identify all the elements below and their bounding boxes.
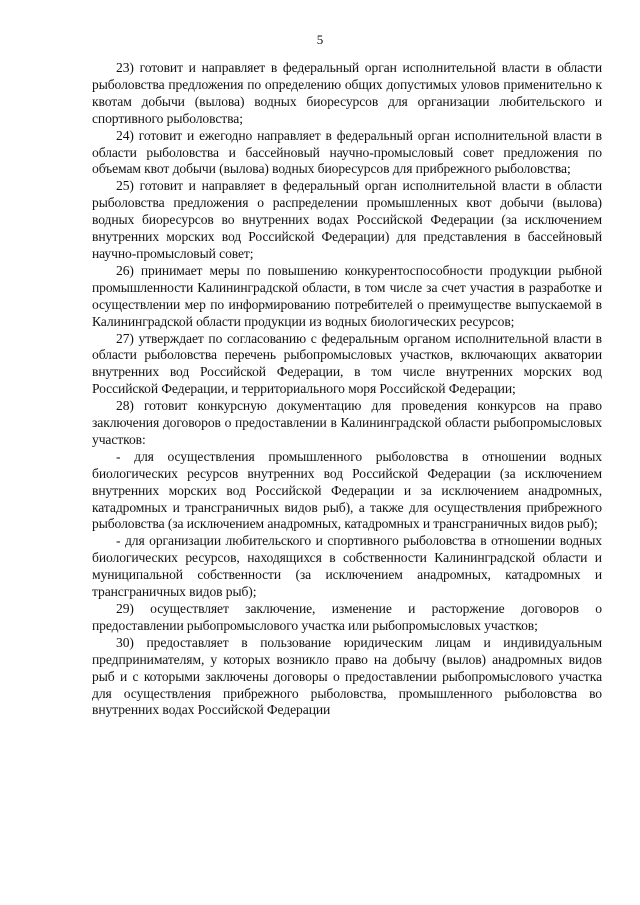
paragraph-item-30: 30) предоставляет в пользование юридическим лицам и индивидуальным предпринимателям, у которых возникло право на добычу (вылов) анадромных видов рыб и с которыми заключены договоры о предоставлении рыбопромыслового участка для осуществления прибрежного рыболовства, промышленного рыболовства во внутренних водах Российской Федерации [92, 634, 602, 718]
paragraph-item-23: 23) готовит и направляет в федеральный орган исполнительной власти в области рыболовства предложения по определению общих допустимых уловов применительно к квотам добычи (вылова) водных биоресурсов для организации любительского и спортивного рыболовства; [92, 60, 602, 126]
paragraph-item-27: 27) утверждает по согласованию с федеральным органом исполнительной власти в области рыболовства перечень рыбопромысловых участков, включающих акватории внутренних вод Российской Федерации, в том числе внутренних морских вод Российской Федерации, и территориального моря Российской Федерации; [92, 330, 602, 397]
paragraph-subitem-amateur-fishing: - для организации любительского и спортивного рыболовства в отношении водных биологических ресурсов, находящихся в собственности Калининградской области и муниципальной собственности (за исключением анадромных, катадромных и трансграничных видов рыб); [92, 533, 602, 600]
paragraph-item-26: 26) принимает меры по повышению конкурентоспособности продукции рыбной промышленности Калининградской области, в том числе за счет участия в разработке и осуществлении мер по информированию потребителей о преимуществе выпускаемой в Калининградской области продукции из водных биологических ресурсов; [92, 262, 602, 329]
page-number: 5 [316, 32, 324, 47]
paragraph-item-25: 25) готовит и направляет в федеральный орган исполнительной власти в области рыболовства предложения о распределении промышленных квот добычи (вылова) водных биоресурсов во внутренних водах Российской Федерации (за исключением внутренних морских вод Российской Федерации) для представления в бассейновый научно-промысловый совет; [92, 178, 602, 261]
paragraph-item-28: 28) готовит конкурсную документацию для проведения конкурсов на право заключения договоров о предоставлении в Калининградской области рыбопромысловых участков: [92, 398, 602, 447]
paragraph-subitem-industrial-fishing: - для осуществления промышленного рыболовства в отношении водных биологических ресурсов внутренних вод Российской Федерации (за исключением внутренних морских вод Российской Федерации и за исключением анадромных, катадромных и трансграничных видов рыб), а также для осуществления прибрежного рыболовства (за исключением анадромных, катадромных и трансграничных видов рыб); [92, 448, 602, 532]
document-body [92, 60, 602, 719]
paragraph-item-29: 29) осуществляет заключение, изменение и расторжение договоров о предоставлении рыбопромыслового участка или рыбопромысловых участков; [92, 601, 602, 633]
paragraph-item-24: 24) готовит и ежегодно направляет в федеральный орган исполнительной власти в области рыболовства и бассейновый научно-промысловый совет предложения по объемам квот добычи (вылова) водных биоресурсов для прибрежного рыболовства; [92, 127, 602, 177]
